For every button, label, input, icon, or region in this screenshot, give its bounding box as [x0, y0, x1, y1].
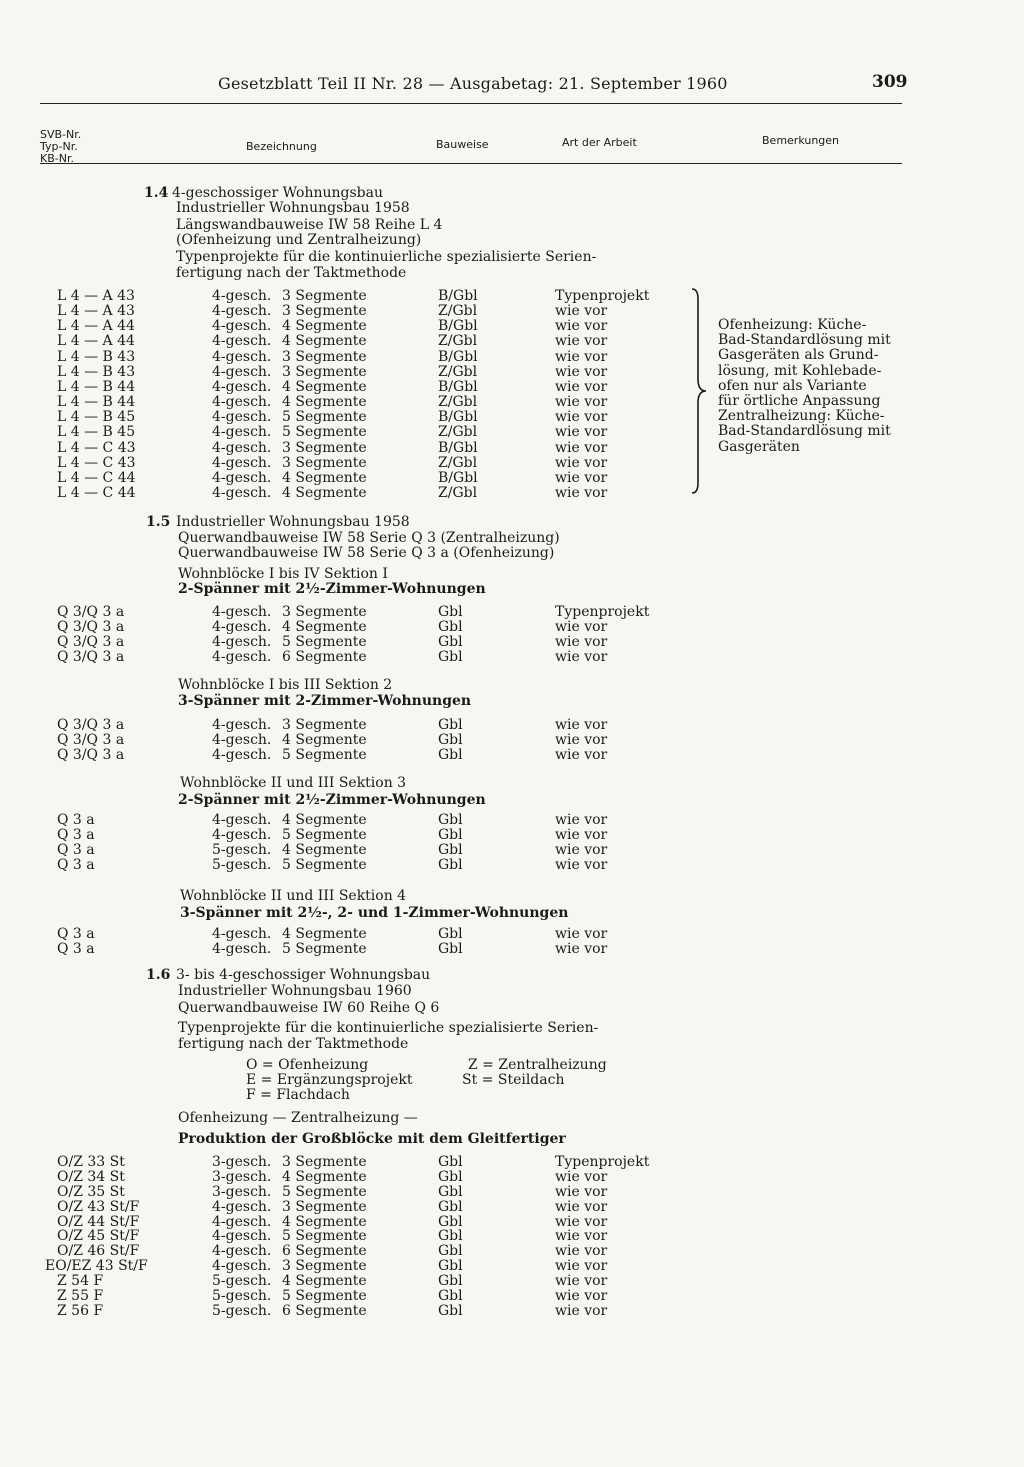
table-cell: Z/Gbl — [438, 364, 478, 380]
table-cell: 3 Segmente — [282, 349, 367, 365]
table-cell: wie vor — [555, 827, 608, 843]
table-cell: 5-gesch. — [212, 1303, 272, 1319]
table-cell: wie vor — [555, 857, 608, 873]
table-cell: L 4 — A 43 — [57, 288, 135, 304]
table-cell: wie vor — [555, 349, 608, 365]
table-cell: 4-gesch. — [212, 926, 272, 942]
remark-line: Ofenheizung: Küche- — [718, 317, 867, 333]
table-cell: Gbl — [438, 812, 463, 828]
table-cell: 3-gesch. — [212, 1169, 272, 1185]
legend-e: E = Ergänzungsprojekt — [246, 1072, 413, 1088]
section-1-6-line: Typenprojekte für die kontinuierliche spezialisierte Serien- — [178, 1020, 599, 1036]
subgroup-subtitle: 2-Spänner mit 2½-Zimmer-Wohnungen — [178, 792, 486, 808]
remark-line: Gasgeräten als Grund- — [718, 347, 879, 364]
table-cell: wie vor — [555, 455, 608, 471]
table-cell: 4 Segmente — [282, 318, 367, 334]
table-cell: Gbl — [438, 1199, 463, 1215]
table-cell: 3-gesch. — [212, 1184, 272, 1200]
remark-1-4 — [718, 318, 906, 455]
legend-o: O = Ofenheizung — [246, 1057, 369, 1073]
table-cell: EO/EZ 43 St/F — [45, 1258, 148, 1274]
table-cell: 4 Segmente — [282, 394, 367, 410]
remark-line: für örtliche Anpassung — [718, 393, 881, 410]
table-cell: 4-gesch. — [212, 604, 272, 620]
table-cell: Gbl — [438, 747, 463, 763]
table-cell: 3 Segmente — [282, 1258, 367, 1274]
table-cell: wie vor — [555, 747, 608, 763]
table-cell: 3 Segmente — [282, 717, 367, 733]
table-cell: Q 3/Q 3 a — [57, 634, 125, 650]
table-cell: L 4 — B 45 — [57, 424, 136, 440]
table-cell: L 4 — B 44 — [57, 379, 136, 395]
section-1-5-line: Industrieller Wohnungsbau 1958 — [176, 514, 410, 530]
table-cell: 4-gesch. — [212, 649, 272, 665]
table-cell: 3 Segmente — [282, 1199, 367, 1215]
table-cell: wie vor — [555, 409, 608, 425]
table-cell: 5-gesch. — [212, 1288, 272, 1304]
table-cell: 4-gesch. — [212, 1199, 272, 1215]
table-cell: 4-gesch. — [212, 812, 272, 828]
table-cell: wie vor — [555, 812, 608, 828]
table-cell: 4 Segmente — [282, 926, 367, 942]
column-header-bemerkungen: Bemerkungen — [762, 134, 840, 147]
table-cell: Q 3 a — [57, 857, 95, 873]
table-cell: Q 3/Q 3 a — [57, 747, 125, 763]
remark-line: Bad-Standardlösung mit — [718, 332, 891, 349]
table-cell: 4 Segmente — [282, 619, 367, 635]
table-cell: 4-gesch. — [212, 619, 272, 635]
table-cell: wie vor — [555, 634, 608, 650]
table-cell: Gbl — [438, 649, 463, 665]
table-cell: B/Gbl — [438, 288, 478, 304]
table-cell: 4 Segmente — [282, 1214, 367, 1230]
table-cell: 4-gesch. — [212, 333, 272, 349]
subgroup-subtitle: 2-Spänner mit 2½-Zimmer-Wohnungen — [178, 581, 486, 597]
table-cell: 4-gesch. — [212, 470, 272, 486]
table-cell: wie vor — [555, 1228, 608, 1244]
table-cell: 4-gesch. — [212, 747, 272, 763]
table-cell: L 4 — B 43 — [57, 349, 136, 365]
table-cell: wie vor — [555, 1214, 608, 1230]
table-cell: L 4 — C 44 — [57, 485, 136, 501]
table-cell: L 4 — B 45 — [57, 409, 136, 425]
table-cell: wie vor — [555, 1184, 608, 1200]
section-number-1-5: 1.5 — [146, 514, 171, 530]
table-cell: 4 Segmente — [282, 379, 367, 395]
table-cell: 4-gesch. — [212, 634, 272, 650]
remark-line: Bad-Standardlösung mit — [718, 423, 891, 440]
table-cell: 4-gesch. — [212, 732, 272, 748]
table-cell: L 4 — B 43 — [57, 364, 136, 380]
remark-line: ofen nur als Variante — [718, 377, 867, 394]
table-cell: O/Z 44 St/F — [57, 1214, 140, 1230]
table-cell: wie vor — [555, 941, 608, 957]
table-cell: Z 56 F — [57, 1303, 104, 1319]
table-cell: 4-gesch. — [212, 318, 272, 334]
section-1-6-line: Industrieller Wohnungsbau 1960 — [178, 983, 412, 999]
table-cell: 6 Segmente — [282, 1243, 367, 1259]
table-cell: 3-gesch. — [212, 1154, 272, 1170]
table-cell: wie vor — [555, 394, 608, 410]
table-cell: 4 Segmente — [282, 732, 367, 748]
table-cell: L 4 — B 44 — [57, 394, 136, 410]
column-header-bezeichnung: Bezeichnung — [246, 140, 317, 153]
table-cell: 4-gesch. — [212, 717, 272, 733]
table-cell: wie vor — [555, 318, 608, 334]
table-cell: wie vor — [555, 303, 608, 319]
table-cell: O/Z 43 St/F — [57, 1199, 140, 1215]
table-cell: Q 3 a — [57, 941, 95, 957]
table-cell: Z/Gbl — [438, 394, 478, 410]
table-cell: Q 3 a — [57, 842, 95, 858]
remark-line: Gasgeräten — [718, 438, 800, 455]
table-cell: wie vor — [555, 1199, 608, 1215]
table-cell: O/Z 34 St — [57, 1169, 125, 1185]
table-cell: wie vor — [555, 333, 608, 349]
table-cell: 4 Segmente — [282, 1169, 367, 1185]
legend-st: St = Steildach — [462, 1072, 565, 1088]
section-1-4-line: Längswandbauweise IW 58 Reihe L 4 — [176, 217, 443, 233]
table-cell: Gbl — [438, 1154, 463, 1170]
table-cell: O/Z 35 St — [57, 1184, 125, 1200]
table-cell: Gbl — [438, 827, 463, 843]
table-cell: Z/Gbl — [438, 303, 478, 319]
table-cell: 4-gesch. — [212, 394, 272, 410]
table-cell: 5 Segmente — [282, 857, 367, 873]
table-cell: 5 Segmente — [282, 827, 367, 843]
table-cell: wie vor — [555, 1303, 608, 1319]
column-header-bauweise: Bauweise — [436, 138, 489, 151]
table-cell: wie vor — [555, 732, 608, 748]
table-cell: wie vor — [555, 619, 608, 635]
table-cell: wie vor — [555, 1288, 608, 1304]
table-cell: Gbl — [438, 619, 463, 635]
section-1-6-line: Querwandbauweise IW 60 Reihe Q 6 — [178, 1000, 440, 1016]
table-cell: wie vor — [555, 842, 608, 858]
section-1-6-line: 3- bis 4-geschossiger Wohnungsbau — [176, 967, 431, 983]
table-cell: Gbl — [438, 634, 463, 650]
table-cell: O/Z 45 St/F — [57, 1228, 140, 1244]
table-cell: 4-gesch. — [212, 485, 272, 501]
table-cell: 4-gesch. — [212, 349, 272, 365]
table-cell: Gbl — [438, 717, 463, 733]
table-cell: 4-gesch. — [212, 288, 272, 304]
table-cell: 5 Segmente — [282, 424, 367, 440]
table-cell: 4-gesch. — [212, 379, 272, 395]
section-1-5-line: Querwandbauweise IW 58 Serie Q 3 (Zentralheizung) — [178, 530, 560, 546]
table-cell: Gbl — [438, 1243, 463, 1259]
table-cell: 4-gesch. — [212, 1258, 272, 1274]
table-cell: Gbl — [438, 857, 463, 873]
subgroup-subtitle: 3-Spänner mit 2½-, 2- und 1-Zimmer-Wohnungen — [180, 905, 569, 921]
table-cell: L 4 — A 43 — [57, 303, 135, 319]
right-brace — [690, 287, 708, 495]
subgroup-title: Ofenheizung — Zentralheizung — — [178, 1110, 418, 1126]
table-cell: Gbl — [438, 926, 463, 942]
table-cell: Z/Gbl — [438, 333, 478, 349]
page-number: 309 — [872, 72, 908, 92]
table-cell: 5 Segmente — [282, 634, 367, 650]
table-cell: 4-gesch. — [212, 364, 272, 380]
table-cell: 4-gesch. — [212, 424, 272, 440]
table-cell: 4 Segmente — [282, 842, 367, 858]
table-cell: wie vor — [555, 926, 608, 942]
subgroup-title: Wohnblöcke I bis IV Sektion I — [178, 566, 388, 582]
subgroup-title: Wohnblöcke II und III Sektion 3 — [180, 775, 407, 791]
table-cell: Z/Gbl — [438, 485, 478, 501]
table-cell: B/Gbl — [438, 349, 478, 365]
table-cell: 4 Segmente — [282, 812, 367, 828]
table-cell: Gbl — [438, 1214, 463, 1230]
table-cell: 3 Segmente — [282, 1154, 367, 1170]
table-cell: 5-gesch. — [212, 842, 272, 858]
table-cell: Gbl — [438, 1273, 463, 1289]
table-cell: wie vor — [555, 364, 608, 380]
header-title: Gesetzblatt Teil II Nr. 28 — Ausgabetag: 21. September 1960 — [218, 74, 728, 93]
table-cell: L 4 — A 44 — [57, 318, 135, 334]
subgroup-subtitle: Produktion der Großblöcke mit dem Gleitfertiger — [178, 1131, 566, 1147]
table-cell: 4-gesch. — [212, 1243, 272, 1259]
subgroup-title: Wohnblöcke II und III Sektion 4 — [180, 888, 407, 904]
table-cell: 4-gesch. — [212, 303, 272, 319]
table-cell: 5 Segmente — [282, 409, 367, 425]
table-cell: wie vor — [555, 717, 608, 733]
column-header-rule — [40, 163, 902, 164]
legend-f: F = Flachdach — [246, 1087, 350, 1103]
table-cell: 3 Segmente — [282, 364, 367, 380]
table-cell: Typenprojekt — [555, 1154, 650, 1170]
table-cell: 5 Segmente — [282, 1184, 367, 1200]
table-cell: Z/Gbl — [438, 424, 478, 440]
legend-z: Z = Zentralheizung — [468, 1057, 607, 1073]
subgroup-subtitle: 3-Spänner mit 2-Zimmer-Wohnungen — [178, 693, 472, 709]
table-cell: 3 Segmente — [282, 455, 367, 471]
section-1-5-line: Querwandbauweise IW 58 Serie Q 3 a (Ofenheizung) — [178, 545, 555, 561]
table-cell: 4 Segmente — [282, 485, 367, 501]
table-cell: 5 Segmente — [282, 1288, 367, 1304]
table-cell: 3 Segmente — [282, 288, 367, 304]
table-cell: Q 3 a — [57, 827, 95, 843]
table-cell: 3 Segmente — [282, 604, 367, 620]
table-cell: Gbl — [438, 604, 463, 620]
table-cell: Gbl — [438, 1303, 463, 1319]
table-cell: L 4 — C 44 — [57, 470, 136, 486]
table-cell: 5 Segmente — [282, 941, 367, 957]
table-cell: Z/Gbl — [438, 455, 478, 471]
table-cell: O/Z 33 St — [57, 1154, 125, 1170]
section-number-1-6: 1.6 — [146, 967, 171, 983]
table-cell: 5 Segmente — [282, 747, 367, 763]
remark-line: Zentralheizung: Küche- — [718, 408, 885, 425]
section-1-4-line: 4-geschossiger Wohnungsbau — [172, 185, 383, 201]
column-header-art: Art der Arbeit — [562, 136, 637, 149]
table-cell: 5-gesch. — [212, 1273, 272, 1289]
table-cell: Gbl — [438, 1184, 463, 1200]
table-cell: B/Gbl — [438, 470, 478, 486]
table-cell: wie vor — [555, 470, 608, 486]
section-1-4-line: Industrieller Wohnungsbau 1958 — [176, 200, 410, 216]
table-cell: 3 Segmente — [282, 303, 367, 319]
remark-line: lösung, mit Kohlebade- — [718, 362, 882, 379]
table-cell: B/Gbl — [438, 440, 478, 456]
table-cell: Typenprojekt — [555, 604, 650, 620]
table-cell: wie vor — [555, 485, 608, 501]
table-cell: 4 Segmente — [282, 470, 367, 486]
table-cell: Typenprojekt — [555, 288, 650, 304]
header-rule — [40, 103, 902, 104]
table-cell: L 4 — C 43 — [57, 440, 136, 456]
table-cell: 4-gesch. — [212, 455, 272, 471]
table-cell: Gbl — [438, 732, 463, 748]
table-cell: 6 Segmente — [282, 1303, 367, 1319]
table-cell: Gbl — [438, 842, 463, 858]
section-1-4-line: Typenprojekte für die kontinuierliche spezialisierte Serien- — [176, 249, 597, 265]
table-cell: wie vor — [555, 1169, 608, 1185]
table-cell: O/Z 46 St/F — [57, 1243, 140, 1259]
table-cell: 3 Segmente — [282, 440, 367, 456]
table-cell: B/Gbl — [438, 318, 478, 334]
subgroup-title: Wohnblöcke I bis III Sektion 2 — [178, 677, 393, 693]
table-cell: wie vor — [555, 424, 608, 440]
table-cell: 4-gesch. — [212, 827, 272, 843]
table-cell: wie vor — [555, 379, 608, 395]
table-cell: wie vor — [555, 649, 608, 665]
table-cell: Z 55 F — [57, 1288, 104, 1304]
table-cell: 5-gesch. — [212, 857, 272, 873]
table-cell: Z 54 F — [57, 1273, 104, 1289]
table-cell: 4-gesch. — [212, 440, 272, 456]
section-number-1-4: 1.4 — [144, 185, 169, 201]
section-1-4-line: fertigung nach der Taktmethode — [176, 265, 407, 281]
table-cell: wie vor — [555, 440, 608, 456]
table-cell: 5 Segmente — [282, 1228, 367, 1244]
section-1-4-line: (Ofenheizung und Zentralheizung) — [176, 232, 422, 248]
table-cell: Q 3/Q 3 a — [57, 619, 125, 635]
table-cell: 4-gesch. — [212, 1214, 272, 1230]
table-cell: 4 Segmente — [282, 333, 367, 349]
table-cell: L 4 — C 43 — [57, 455, 136, 471]
table-cell: Q 3/Q 3 a — [57, 649, 125, 665]
table-cell: Q 3 a — [57, 926, 95, 942]
section-1-6-line: fertigung nach der Taktmethode — [178, 1036, 409, 1052]
table-cell: 4-gesch. — [212, 1228, 272, 1244]
table-cell: wie vor — [555, 1258, 608, 1274]
table-cell: B/Gbl — [438, 379, 478, 395]
table-cell: Gbl — [438, 1258, 463, 1274]
table-cell: 6 Segmente — [282, 649, 367, 665]
table-cell: Q 3/Q 3 a — [57, 717, 125, 733]
table-cell: Gbl — [438, 1228, 463, 1244]
table-cell: 4-gesch. — [212, 409, 272, 425]
table-cell: Q 3/Q 3 a — [57, 604, 125, 620]
table-cell: Q 3/Q 3 a — [57, 732, 125, 748]
table-cell: 4 Segmente — [282, 1273, 367, 1289]
table-cell: Gbl — [438, 1169, 463, 1185]
table-cell: B/Gbl — [438, 409, 478, 425]
table-cell: 4-gesch. — [212, 941, 272, 957]
column-header-id: SVB-Nr. Typ-Nr. KB-Nr. — [40, 128, 82, 165]
table-cell: Q 3 a — [57, 812, 95, 828]
table-cell: Gbl — [438, 1288, 463, 1304]
table-cell: Gbl — [438, 941, 463, 957]
table-cell: L 4 — A 44 — [57, 333, 135, 349]
table-cell: wie vor — [555, 1243, 608, 1259]
table-cell: wie vor — [555, 1273, 608, 1289]
